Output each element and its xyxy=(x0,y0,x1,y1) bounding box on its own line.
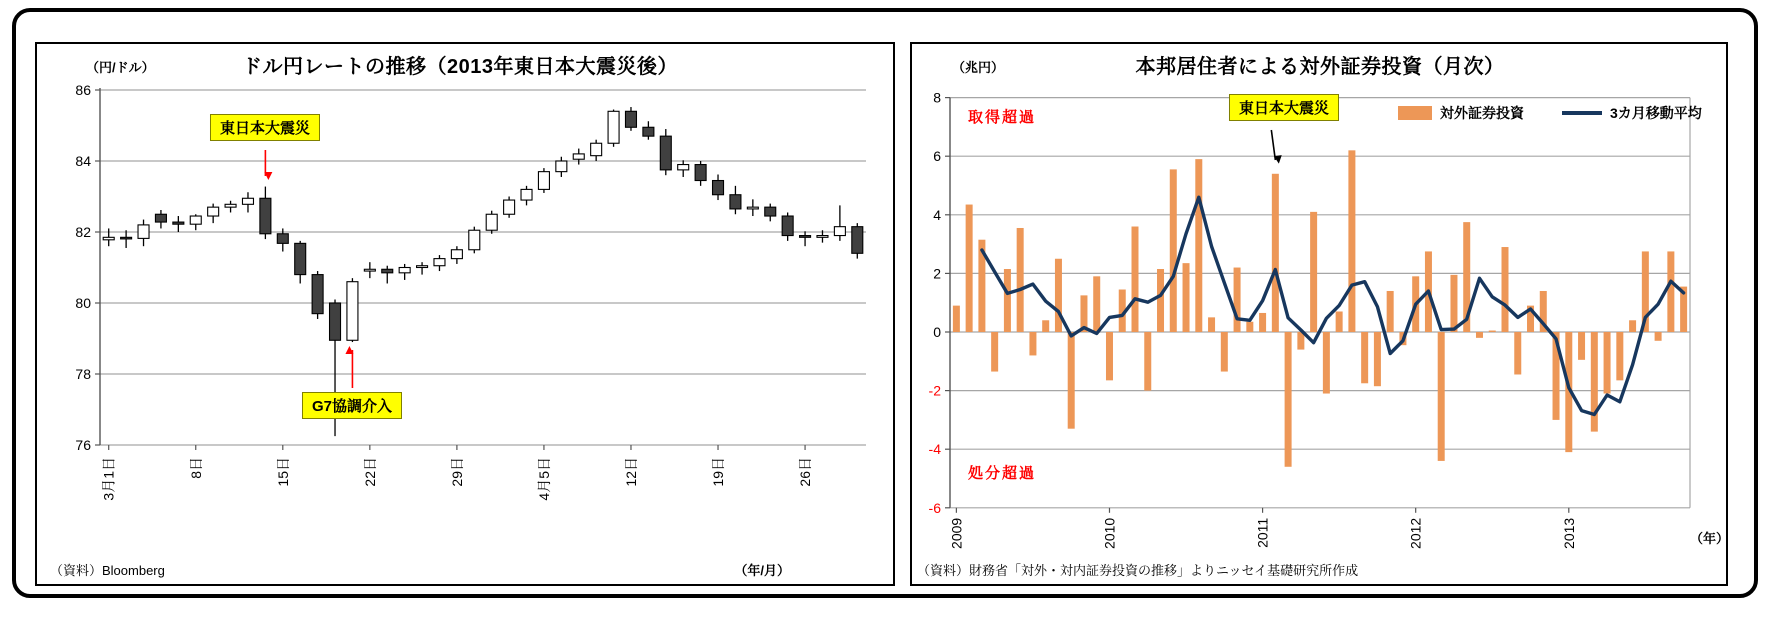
svg-text:2010: 2010 xyxy=(1101,517,1118,549)
svg-text:8: 8 xyxy=(933,89,941,106)
right-axis-caption: （年） xyxy=(1690,531,1730,546)
svg-text:22日: 22日 xyxy=(361,457,378,487)
right-chart-title: 本邦居住者による対外証券投資（月次） xyxy=(1135,56,1505,78)
svg-text:4月5日: 4月5日 xyxy=(535,457,552,501)
svg-text:-2: -2 xyxy=(928,382,941,399)
right-unit-label: （兆円） xyxy=(952,60,1005,75)
svg-text:19日: 19日 xyxy=(710,457,727,487)
svg-text:8日: 8日 xyxy=(187,457,204,479)
svg-text:-4: -4 xyxy=(928,441,941,458)
svg-text:2013: 2013 xyxy=(1560,517,1577,549)
left-source-line: （資料）Bloomberg xyxy=(50,563,165,578)
svg-text:15日: 15日 xyxy=(274,457,291,487)
legend-bar-label: 対外証券投資 xyxy=(1440,105,1524,121)
left-axis-caption: （年/月） xyxy=(734,563,790,578)
usdjpy-plot xyxy=(75,82,866,501)
legend-line-swatch xyxy=(1562,111,1602,115)
svg-text:0: 0 xyxy=(933,324,941,340)
left-g7-callout: G7協調介入 xyxy=(302,392,402,419)
svg-text:86: 86 xyxy=(75,82,91,98)
svg-text:3月1日: 3月1日 xyxy=(100,457,117,501)
svg-text:76: 76 xyxy=(75,437,91,453)
left-unit-label: （円/ドル） xyxy=(86,60,155,75)
svg-text:6: 6 xyxy=(933,148,941,165)
svg-text:80: 80 xyxy=(75,295,91,311)
securities-plot xyxy=(929,90,1690,549)
left-earthquake-callout: 東日本大震災 xyxy=(210,114,320,141)
svg-text:-6: -6 xyxy=(928,499,941,516)
svg-text:26日: 26日 xyxy=(797,457,814,487)
right-earthquake-callout: 東日本大震災 xyxy=(1229,94,1339,121)
svg-text:84: 84 xyxy=(75,153,91,169)
svg-text:2011: 2011 xyxy=(1254,517,1271,548)
svg-text:2: 2 xyxy=(933,265,941,282)
svg-text:29日: 29日 xyxy=(448,457,465,487)
svg-text:82: 82 xyxy=(75,224,91,240)
svg-text:78: 78 xyxy=(75,366,91,382)
right-source-line: （資料）財務省「対外・対内証券投資の推移」よりニッセイ基礎研究所作成 xyxy=(917,563,1359,578)
svg-text:4: 4 xyxy=(933,206,941,223)
legend-line-label: 3カ月移動平均 xyxy=(1610,105,1702,121)
left-chart-title: ドル円レートの推移（2013年東日本大震災後） xyxy=(242,56,678,78)
right-chart-legend xyxy=(1398,103,1702,123)
svg-text:2012: 2012 xyxy=(1407,517,1424,549)
svg-text:2009: 2009 xyxy=(948,517,965,549)
svg-text:12日: 12日 xyxy=(622,457,639,487)
legend-bar-swatch xyxy=(1398,106,1432,120)
acquisition-excess-label: 取得超過 xyxy=(968,109,1037,126)
disposal-excess-label: 処分超過 xyxy=(968,465,1037,482)
